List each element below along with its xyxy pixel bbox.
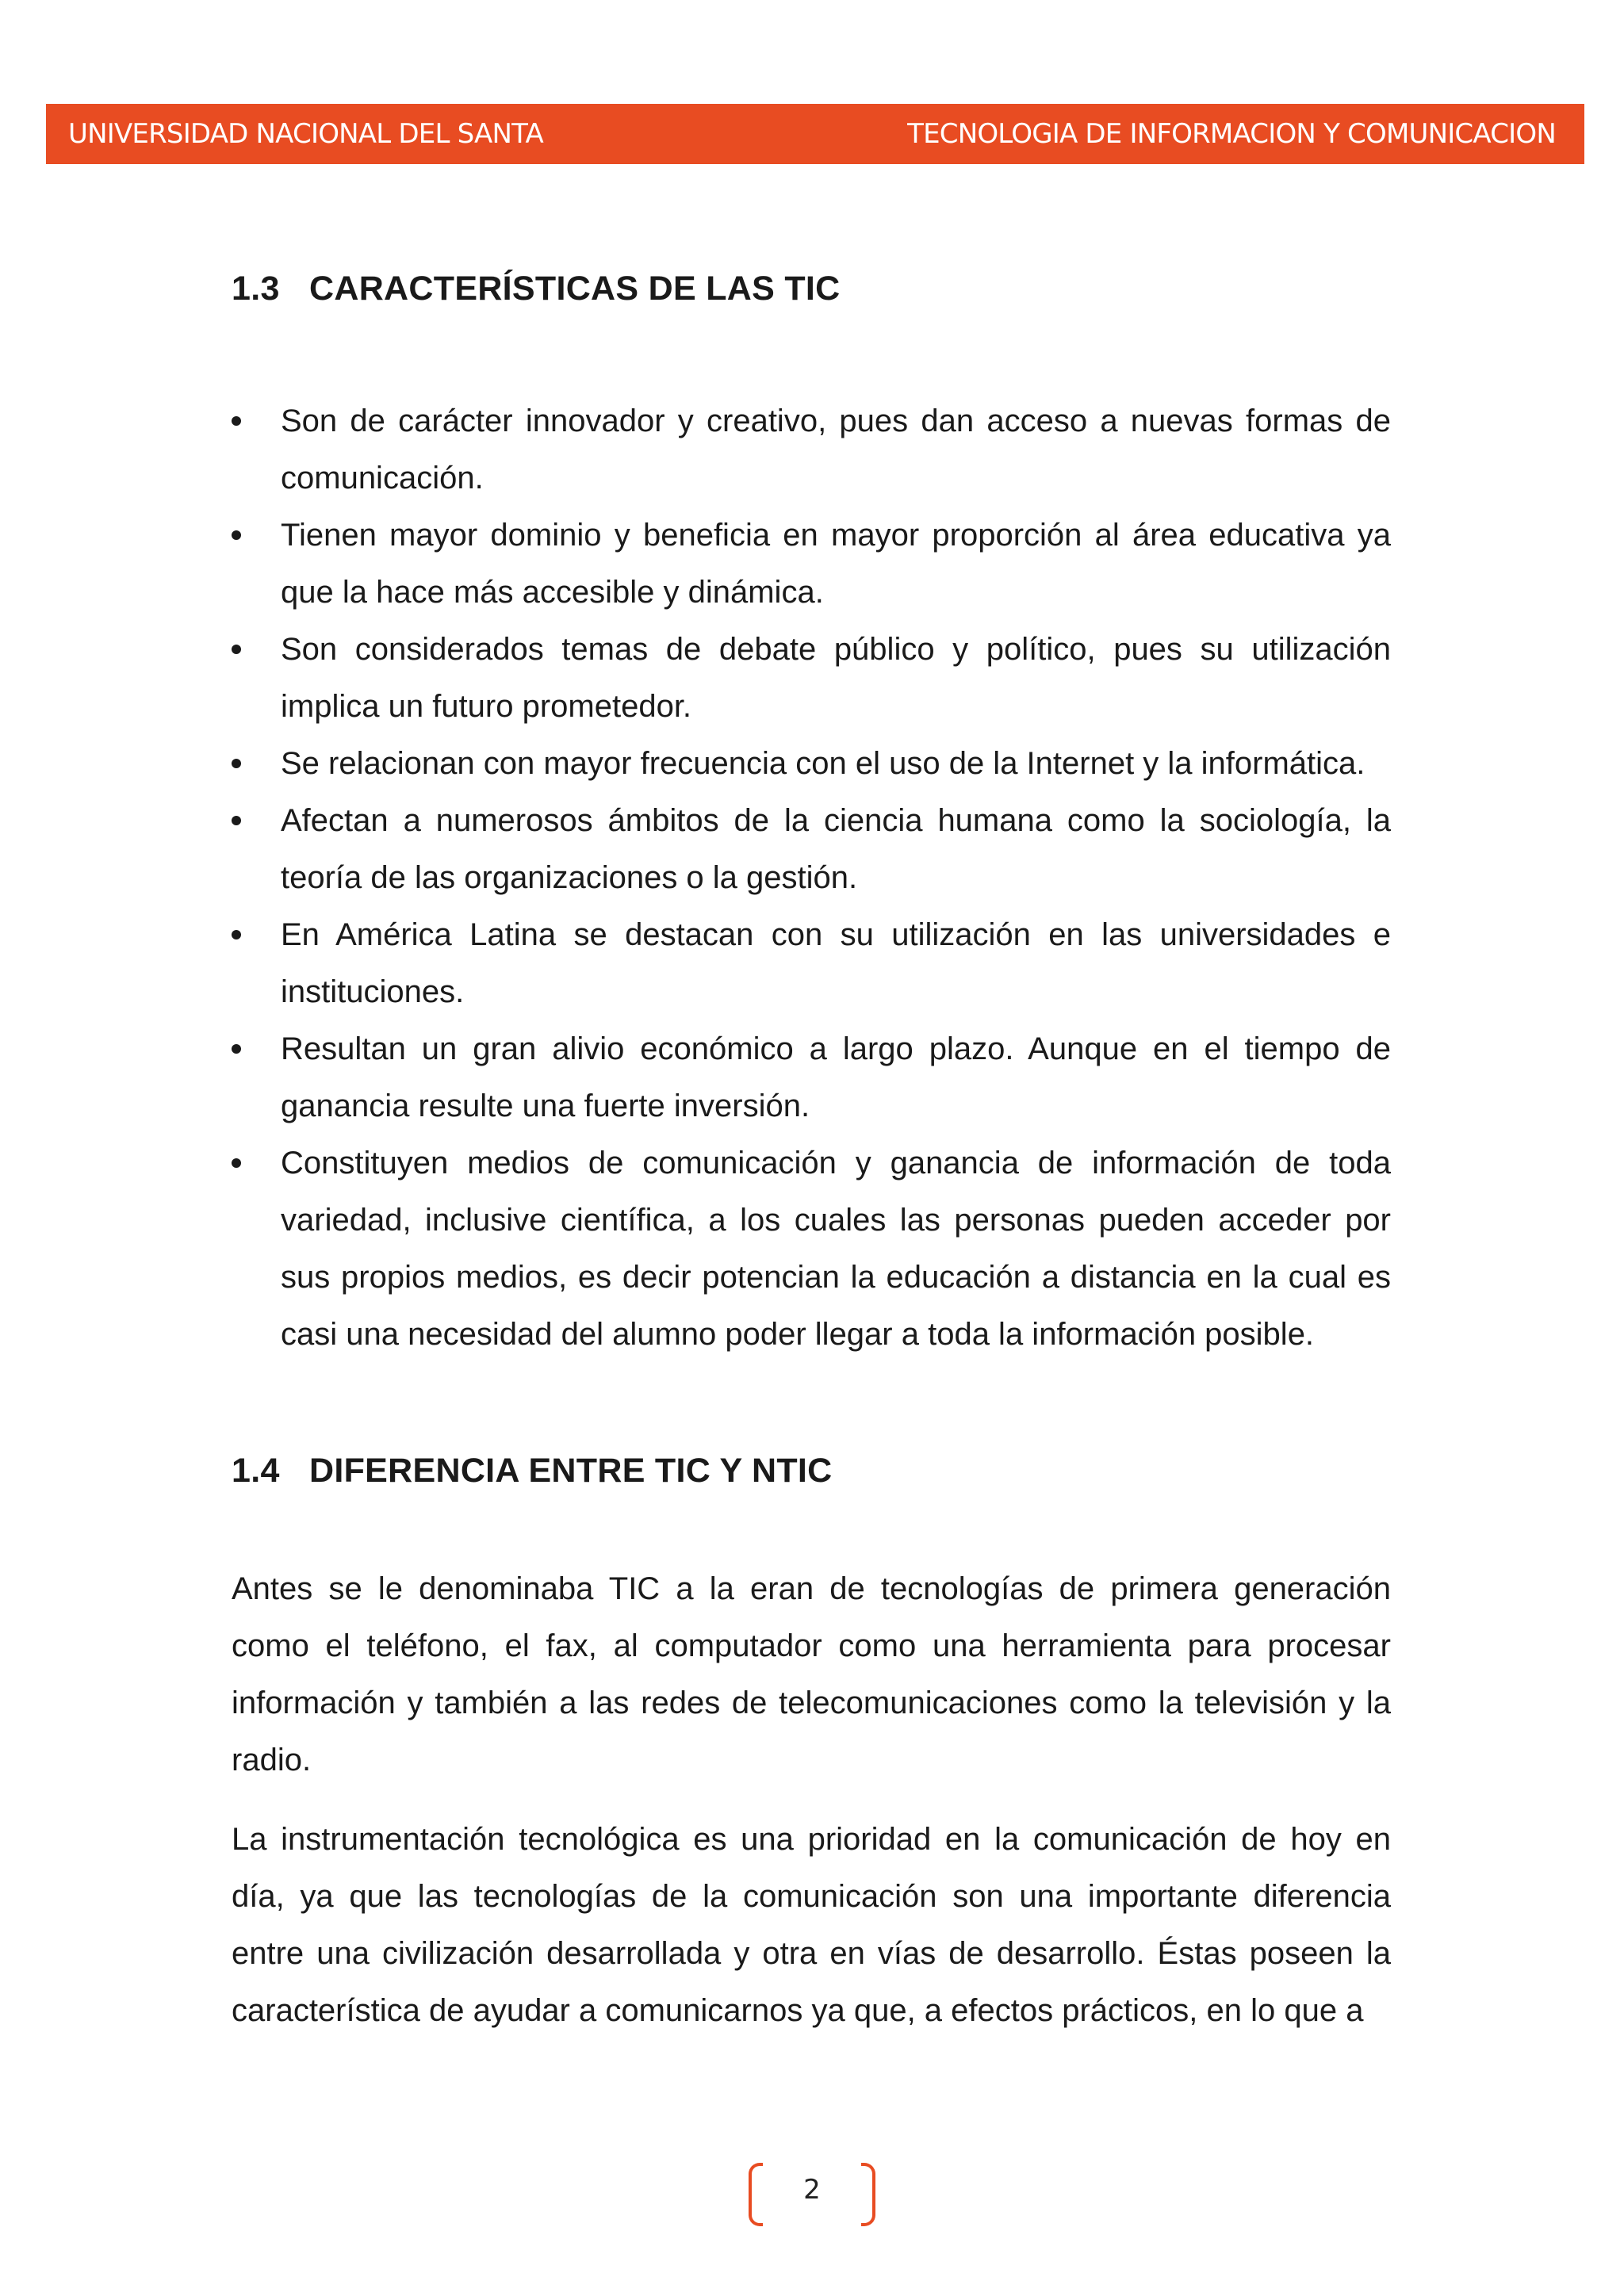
left-bracket-icon	[749, 2163, 763, 2226]
right-bracket-icon	[861, 2163, 875, 2226]
list-item	[232, 906, 1391, 1020]
list-item-text: En América Latina se destacan con su utilización en las universidades e instituciones.	[281, 917, 1391, 1009]
bullet-icon	[232, 530, 241, 540]
list-item-text: Son considerados temas de debate público y político, pues su utilización implica un futuro prometedor.	[281, 632, 1391, 724]
section-title: CARACTERÍSTICAS DE LAS TIC	[309, 270, 841, 308]
bullet-icon	[232, 759, 241, 768]
body-paragraph: Antes se le denominaba TIC a la eran de tecnologías de primera generación como el teléfono, el fax, al computador como una herramienta para procesar información y también a las redes de telecomunicaciones como la televisión y la radio.	[232, 1571, 1391, 1777]
list-item	[232, 792, 1391, 906]
bullet-icon	[232, 816, 241, 825]
list-item-text: Constituyen medios de comunicación y ganancia de información de toda variedad, inclusive científica, a los cuales las personas pueden acceder por sus propios medios, es decir potencian la educación a distancia en la cual es casi una necesidad del alumno poder llegar a toda la información posible.	[281, 1146, 1391, 1352]
page-header-bar	[46, 104, 1584, 164]
list-item	[232, 621, 1391, 735]
list-item	[232, 735, 1391, 792]
list-item-text: Se relacionan con mayor frecuencia con el uso de la Internet y la informática.	[281, 746, 1365, 781]
list-item	[232, 507, 1391, 621]
bullet-icon	[232, 416, 241, 426]
list-item	[232, 1020, 1391, 1135]
list-item-text: Son de carácter innovador y creativo, pues dan acceso a nuevas formas de comunicación.	[281, 404, 1391, 496]
header-course: TECNOLOGIA DE INFORMACION Y COMUNICACION	[907, 118, 1556, 150]
header-university: UNIVERSIDAD NACIONAL DEL SANTA	[68, 118, 543, 150]
list-item-text: Afectan a numerosos ámbitos de la ciencia humana como la sociología, la teoría de las organizaciones o la gestión.	[281, 803, 1391, 895]
section-number: 1.4	[232, 1452, 280, 1490]
section-heading-characteristics	[232, 270, 1391, 308]
bullet-icon	[232, 930, 241, 939]
characteristics-list	[232, 392, 1391, 1363]
body-paragraph: La instrumentación tecnológica es una prioridad en la comunicación de hoy en día, ya que las tecnologías de la comunicación son una importante diferencia entre una civilización desarrollada y otra en vías de desarrollo. Éstas poseen la característica de ayudar a comunicarnos ya que, a efectos prácticos, en lo que a	[232, 1822, 1391, 2028]
list-item	[232, 392, 1391, 507]
bullet-icon	[232, 1158, 241, 1168]
section-title: DIFERENCIA ENTRE TIC Y NTIC	[309, 1452, 833, 1490]
page-content	[232, 270, 1391, 2039]
list-item	[232, 1135, 1391, 1363]
page-number-badge	[749, 2163, 875, 2223]
bullet-icon	[232, 645, 241, 654]
list-item-text: Tienen mayor dominio y beneficia en mayor proporción al área educativa ya que la hace más accesible y dinámica.	[281, 518, 1391, 610]
section-heading-differences	[232, 1452, 1391, 1490]
section-number: 1.3	[232, 270, 280, 308]
page-number: 2	[803, 2174, 821, 2206]
list-item-text: Resultan un gran alivio económico a largo plazo. Aunque en el tiempo de ganancia resulte una fuerte inversión.	[281, 1031, 1391, 1123]
bullet-icon	[232, 1044, 241, 1054]
